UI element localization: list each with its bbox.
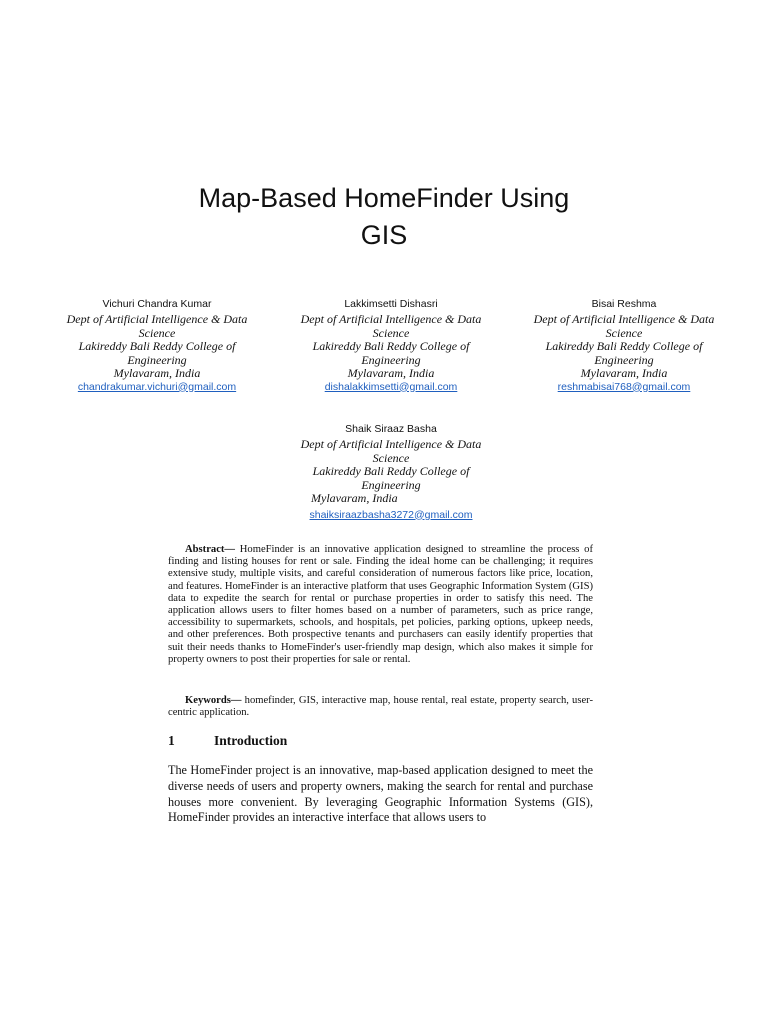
- department-line-1: Dept of Artificial Intelligence & Data: [300, 437, 482, 451]
- section-heading-introduction: [168, 732, 287, 750]
- author-email-link[interactable]: reshmabisai768@gmail.com: [557, 380, 691, 393]
- keywords-text: homefinder, GIS, interactive map, house rental, real estate, property search, user-centric application.: [168, 695, 593, 719]
- college-line-1: Lakireddy Bali Reddy College of: [545, 339, 703, 353]
- author-college: [529, 340, 719, 367]
- author-college: [62, 340, 252, 367]
- author-location: Mylavaram, India: [113, 366, 201, 380]
- college-line-1: Lakireddy Bali Reddy College of: [312, 464, 470, 478]
- abstract-label: Abstract—: [185, 544, 236, 555]
- author-email-link[interactable]: shaiksiraazbasha3272@gmail.com: [309, 508, 473, 521]
- author-department: [62, 313, 252, 340]
- author-department: [296, 438, 486, 465]
- keywords-paragraph: [168, 695, 593, 719]
- author-block: [529, 298, 719, 394]
- author-email-link[interactable]: chandrakumar.vichuri@gmail.com: [77, 380, 237, 393]
- keywords-label: Keywords—: [185, 695, 242, 706]
- section-number: 1: [168, 733, 175, 748]
- department-line-1: Dept of Artificial Intelligence & Data: [300, 312, 482, 326]
- author-location: Mylavaram, India: [311, 491, 398, 505]
- author-department: [296, 313, 486, 340]
- introduction-paragraph: The HomeFinder project is an innovative, map-based application designed to meet the diverse needs of users and property owners, making the search for rental and purchase houses more convenient. By leveraging Geographic Information Systems (GIS), HomeFinder provides an interactive interface that allows users to: [168, 763, 593, 825]
- author-department: [529, 313, 719, 340]
- paper-title: [0, 180, 768, 254]
- department-line-2: Science: [138, 325, 176, 340]
- college-line-2: Engineering: [361, 477, 421, 492]
- department-line-2: Science: [605, 325, 643, 340]
- author-location: Mylavaram, India: [347, 366, 435, 380]
- college-line-2: Engineering: [127, 352, 187, 367]
- author-block: [296, 298, 486, 394]
- author-block: [296, 423, 486, 522]
- department-line-2: Science: [372, 325, 410, 340]
- author-name: Bisai Reshma: [591, 298, 657, 310]
- college-line-1: Lakireddy Bali Reddy College of: [312, 339, 470, 353]
- author-block: [62, 298, 252, 394]
- author-name: Lakkimsetti Dishasri: [344, 298, 438, 310]
- title-line-2: GIS: [360, 220, 408, 250]
- college-line-2: Engineering: [361, 352, 421, 367]
- section-title: Introduction: [214, 733, 288, 748]
- department-line-1: Dept of Artificial Intelligence & Data: [533, 312, 715, 326]
- abstract-paragraph: [168, 544, 593, 666]
- author-college: [296, 340, 486, 367]
- abstract-text: HomeFinder is an innovative application designed to streamline the process of finding and listing houses for rent or sale. Finding the ideal home can be challenging; it requires extensive study, multiple visits, and careful consideration of numerous factors like price, location, and features. HomeFinder is an interactive platform that uses Geographic Information System (GIS) data to expedite the search for rental or purchase properties in order to satisfy this need. The application allows users to filter homes based on a number of parameters, such as price range, accessibility to supermarkets, schools, and hospitals, pet policies, parking options, upkeep needs, and other preferences. Both prospective tenants and purchasers can easily identify properties that suit their needs thanks to HomeFinder's user-friendly map design, which also makes it simple for property owners to post their properties for sale or rental.: [168, 544, 593, 665]
- author-name: Vichuri Chandra Kumar: [102, 298, 212, 310]
- department-line-2: Science: [372, 450, 410, 465]
- author-name: Shaik Siraaz Basha: [345, 423, 437, 435]
- title-line-1: Map-Based HomeFinder Using: [198, 183, 570, 213]
- author-email-link[interactable]: dishalakkimsetti@gmail.com: [324, 380, 458, 393]
- college-line-2: Engineering: [594, 352, 654, 367]
- author-college: [296, 465, 486, 492]
- author-location: Mylavaram, India: [580, 366, 668, 380]
- college-line-1: Lakireddy Bali Reddy College of: [78, 339, 236, 353]
- department-line-1: Dept of Artificial Intelligence & Data: [66, 312, 248, 326]
